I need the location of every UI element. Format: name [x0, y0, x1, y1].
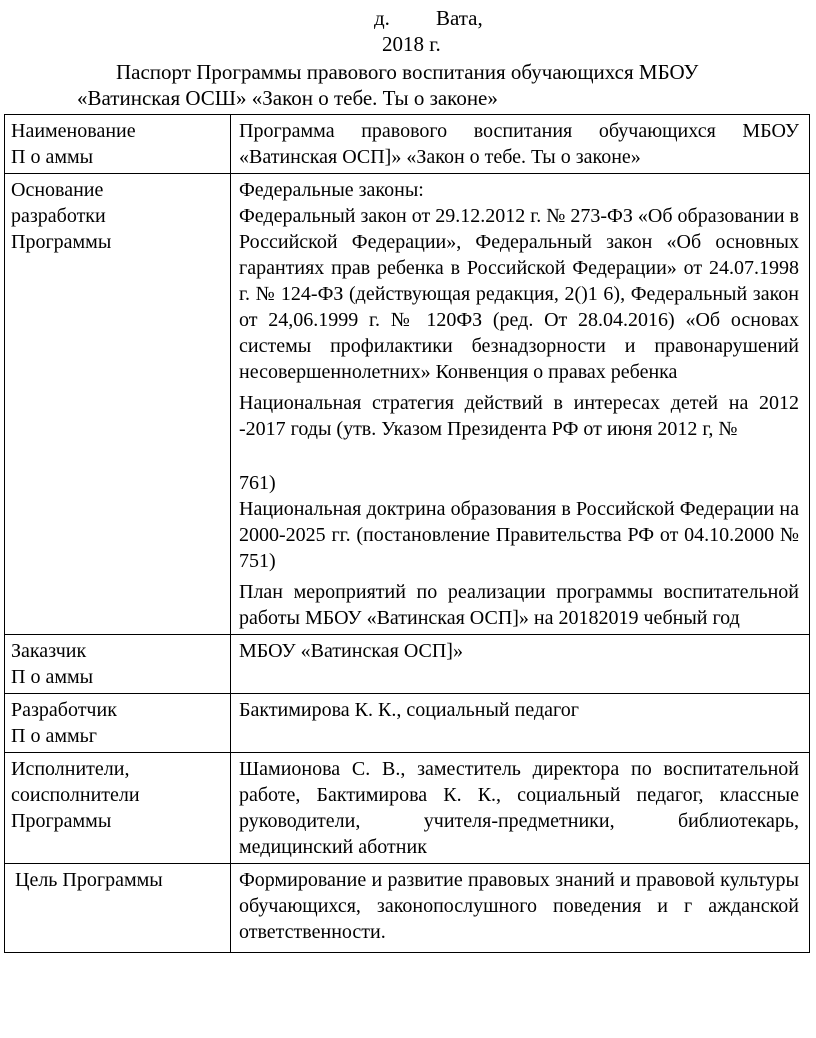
row-value-goal [231, 864, 810, 953]
row-label-goal: Цель Программы [5, 864, 231, 953]
table-row-developer [5, 694, 810, 753]
table-row-goal [5, 864, 810, 953]
row-value-customer [231, 635, 810, 694]
value-paragraph: Программа правового воспитания обучающихся МБОУ «Ватинская ОСП]» «Закон о тебе. Ты о законе» [239, 120, 799, 168]
document-title-line-2: «Ватинская ОСШ» «Закон о тебе. Ты о законе» [77, 86, 498, 110]
value-paragraph: Формирование и развитие правовых знаний и правовой культуры обучающихся, законопослушного поведения и г ажданской ответственности. [239, 869, 799, 943]
place-prefix: д. [374, 6, 390, 30]
row-label-customer: Заказчик П о аммы [5, 635, 231, 694]
row-label-developer: Разработчик П о аммьг [5, 694, 231, 753]
value-paragraph: Шамионова С. В., заместитель директора по воспитательной работе, Бактимирова К. К., социальный педагог, классные руководители, учителя-предметники, библиотекарь, медицинский аботник [239, 758, 799, 858]
row-value-executors [231, 753, 810, 864]
row-label-name: Наименование П о аммы [5, 115, 231, 174]
table-row-basis [5, 174, 810, 635]
place-line [374, 6, 483, 30]
value-paragraph: МБОУ «Ватинская ОСП]» [239, 640, 463, 662]
laws-heading: Федеральные законы: [239, 179, 424, 201]
row-value-developer [231, 694, 810, 753]
blank-line [239, 442, 799, 470]
national-strategy-paragraph: Национальная стратегия действий в интересах детей на 2012 -2017 годы (утв. Указом Президента РФ от июня 2012 г, № [239, 392, 799, 440]
row-value-name [231, 115, 810, 174]
table-row-name [5, 115, 810, 174]
row-value-basis [231, 174, 810, 635]
strategy-decree-number: 761) [239, 472, 276, 494]
action-plan-paragraph: План мероприятий по реализации программы воспитательной работы МБОУ «Ватинская ОСП]» на 20182019 чебный год [239, 581, 799, 629]
table-row-customer [5, 635, 810, 694]
row-label-executors: Исполнители, соисполнители Программы [5, 753, 231, 864]
document-title-line-1: Паспорт Программы правового воспитания обучающихся МБОУ [116, 60, 699, 84]
federal-laws-paragraph: Федеральный закон от 29.12.2012 г. № 273-ФЗ «Об образовании в Российской Федерации», Федеральный закон «Об основных гарантиях прав ребенка в Российской Федерации» от 24.07.1998 г. № 124-ФЗ (действующая редакция, 2()1 6), Федеральный закон от 24,06.1999 г. № 120ФЗ (ред. От 28.04.2016) «Об основах системы профилактики безнадзорности и правонарушений несовершеннолетних» Конвенция о правах ребенка [239, 205, 799, 383]
table-row-executors [5, 753, 810, 864]
place-name: Вата, [435, 6, 483, 30]
program-passport-table [4, 114, 810, 953]
value-paragraph: Бактимирова К. К., социальный педагог [239, 699, 579, 721]
row-label-basis: Основание разработки Программы [5, 174, 231, 635]
national-doctrine-paragraph: Национальная доктрина образования в Российской Федерации на 2000-2025 гг. (постановление Правительства РФ от 04.10.2000 № 751) [239, 498, 799, 572]
year-line: 2018 г. [382, 32, 441, 56]
